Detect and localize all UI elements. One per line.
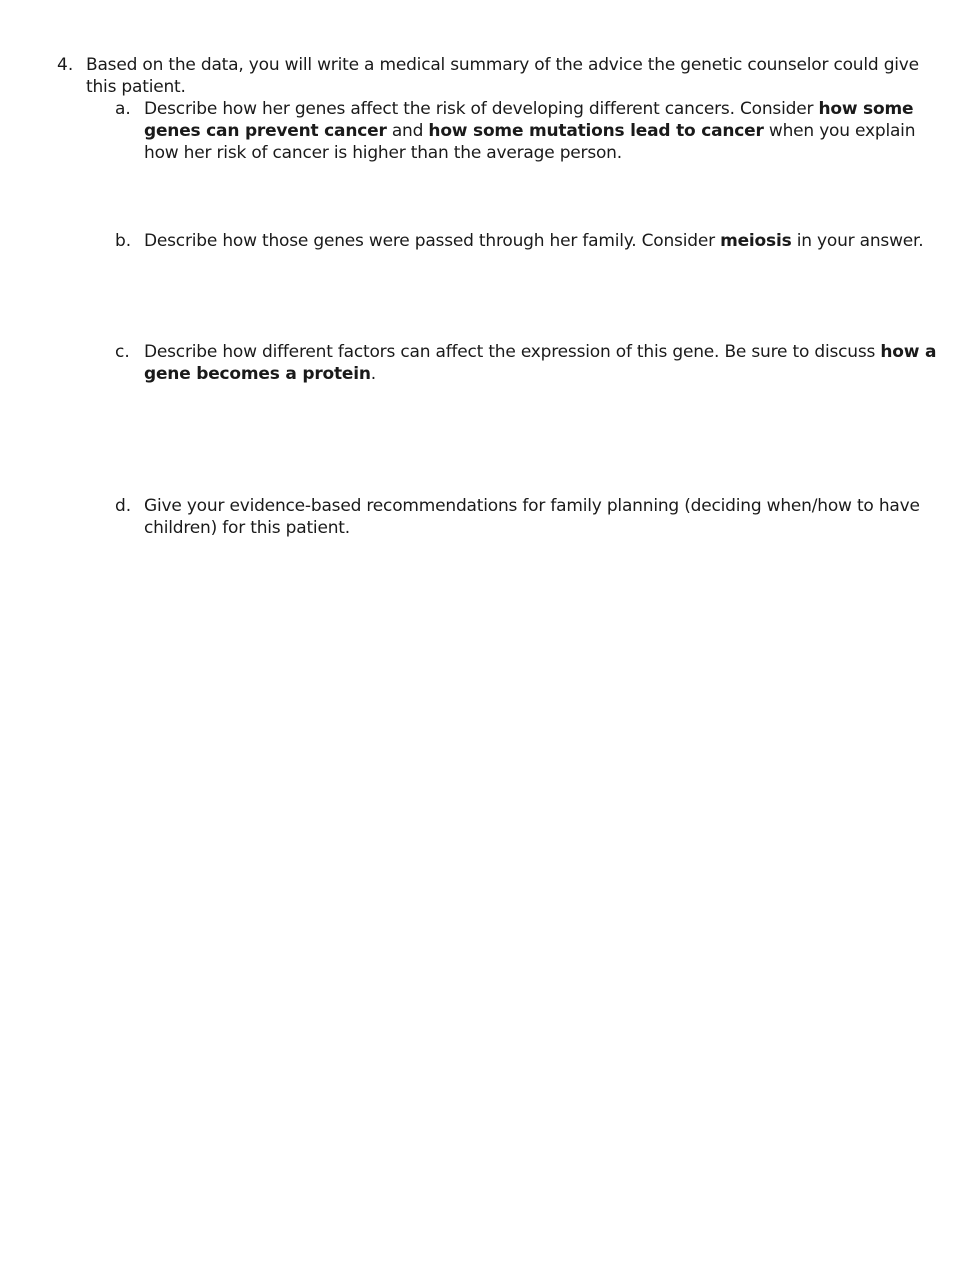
item-c-bold-1: how a gene becomes a protein <box>144 342 937 384</box>
item-c-text-1: Describe how different factors can affect the expression of this gene. Be sure to discuss <box>144 342 881 362</box>
item-a-text-1: Describe how her genes affect the risk of developing different cancers. Consider <box>144 99 819 119</box>
item-c-letter: c. <box>115 342 130 362</box>
item-b-text-2: in your answer. <box>791 231 924 251</box>
item-a-bold-1: how some genes can prevent cancer <box>144 99 914 141</box>
question-text: Based on the data, you will write a medical summary of the advice the genetic counselor could give this patient. <box>86 55 919 97</box>
item-b-text <box>144 230 944 252</box>
item-c-text <box>144 341 944 385</box>
item-b-text-1: Describe how those genes were passed through her family. Consider <box>144 231 721 251</box>
item-c-text-2: . <box>370 364 377 384</box>
item-a-bold-2: how some mutations lead to cancer <box>428 121 764 141</box>
item-a-letter: a. <box>115 99 131 119</box>
item-a-text-2: and <box>386 121 429 141</box>
item-d-letter: d. <box>115 496 132 516</box>
item-d-text-1: Give your evidence-based recommendations for family planning (deciding when/how to have children) for this patient. <box>144 496 920 538</box>
item-b-bold-1: meiosis <box>720 231 792 251</box>
item-d-text <box>144 495 944 539</box>
item-b-letter: b. <box>115 231 132 251</box>
item-a-text <box>144 98 944 164</box>
item-a-text-3: when you explain how her risk of cancer is higher than the average person. <box>144 121 916 163</box>
question-number: 4. <box>57 55 74 75</box>
